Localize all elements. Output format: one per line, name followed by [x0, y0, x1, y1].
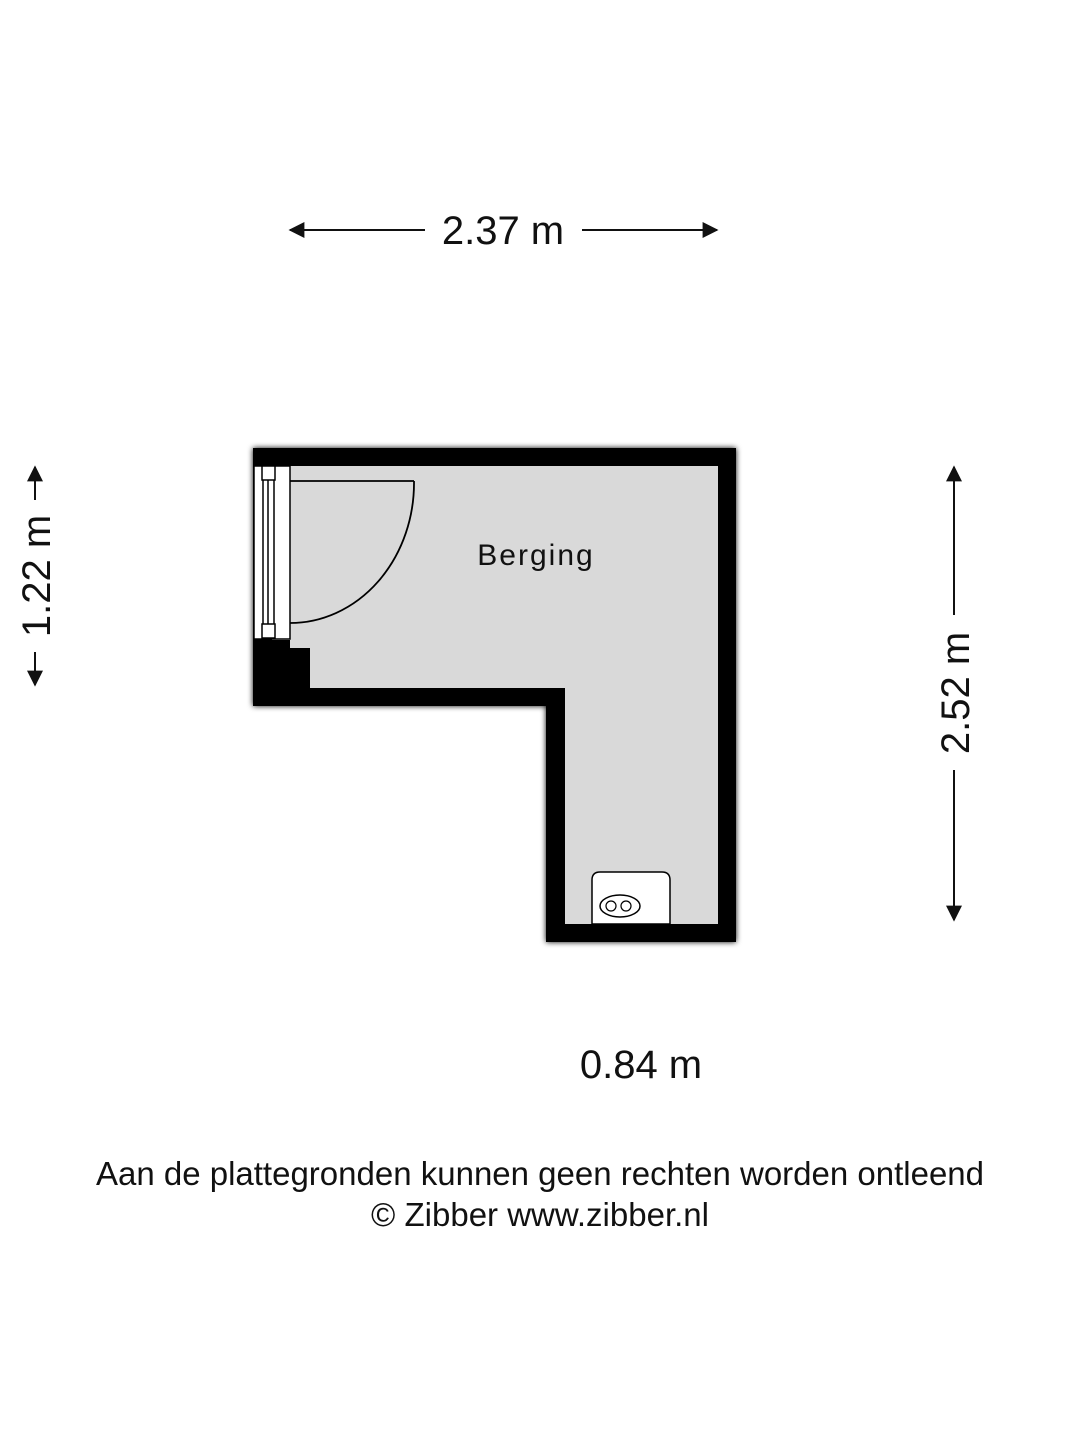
- left-height-label: 1.22 m: [15, 514, 59, 638]
- top-dimension: [290, 209, 717, 253]
- copyright-text: © Zibber www.zibber.nl: [371, 1196, 709, 1233]
- boiler-icon: [592, 872, 670, 924]
- wall-pillar: [253, 640, 290, 706]
- room-label: Berging: [477, 539, 595, 572]
- top-width-label: 2.37 m: [441, 209, 565, 253]
- right-height-label: 2.52 m: [934, 631, 978, 755]
- wall-pillar: [288, 648, 310, 688]
- disclaimer-text: Aan de plattegronden kunnen geen rechten worden ontleend: [95, 1155, 985, 1192]
- room-berging: [253, 448, 736, 942]
- window-icon: [254, 466, 290, 639]
- left-dimension: [15, 467, 59, 685]
- bottom-width-label: 0.84 m: [579, 1043, 703, 1087]
- right-dimension: [934, 467, 978, 920]
